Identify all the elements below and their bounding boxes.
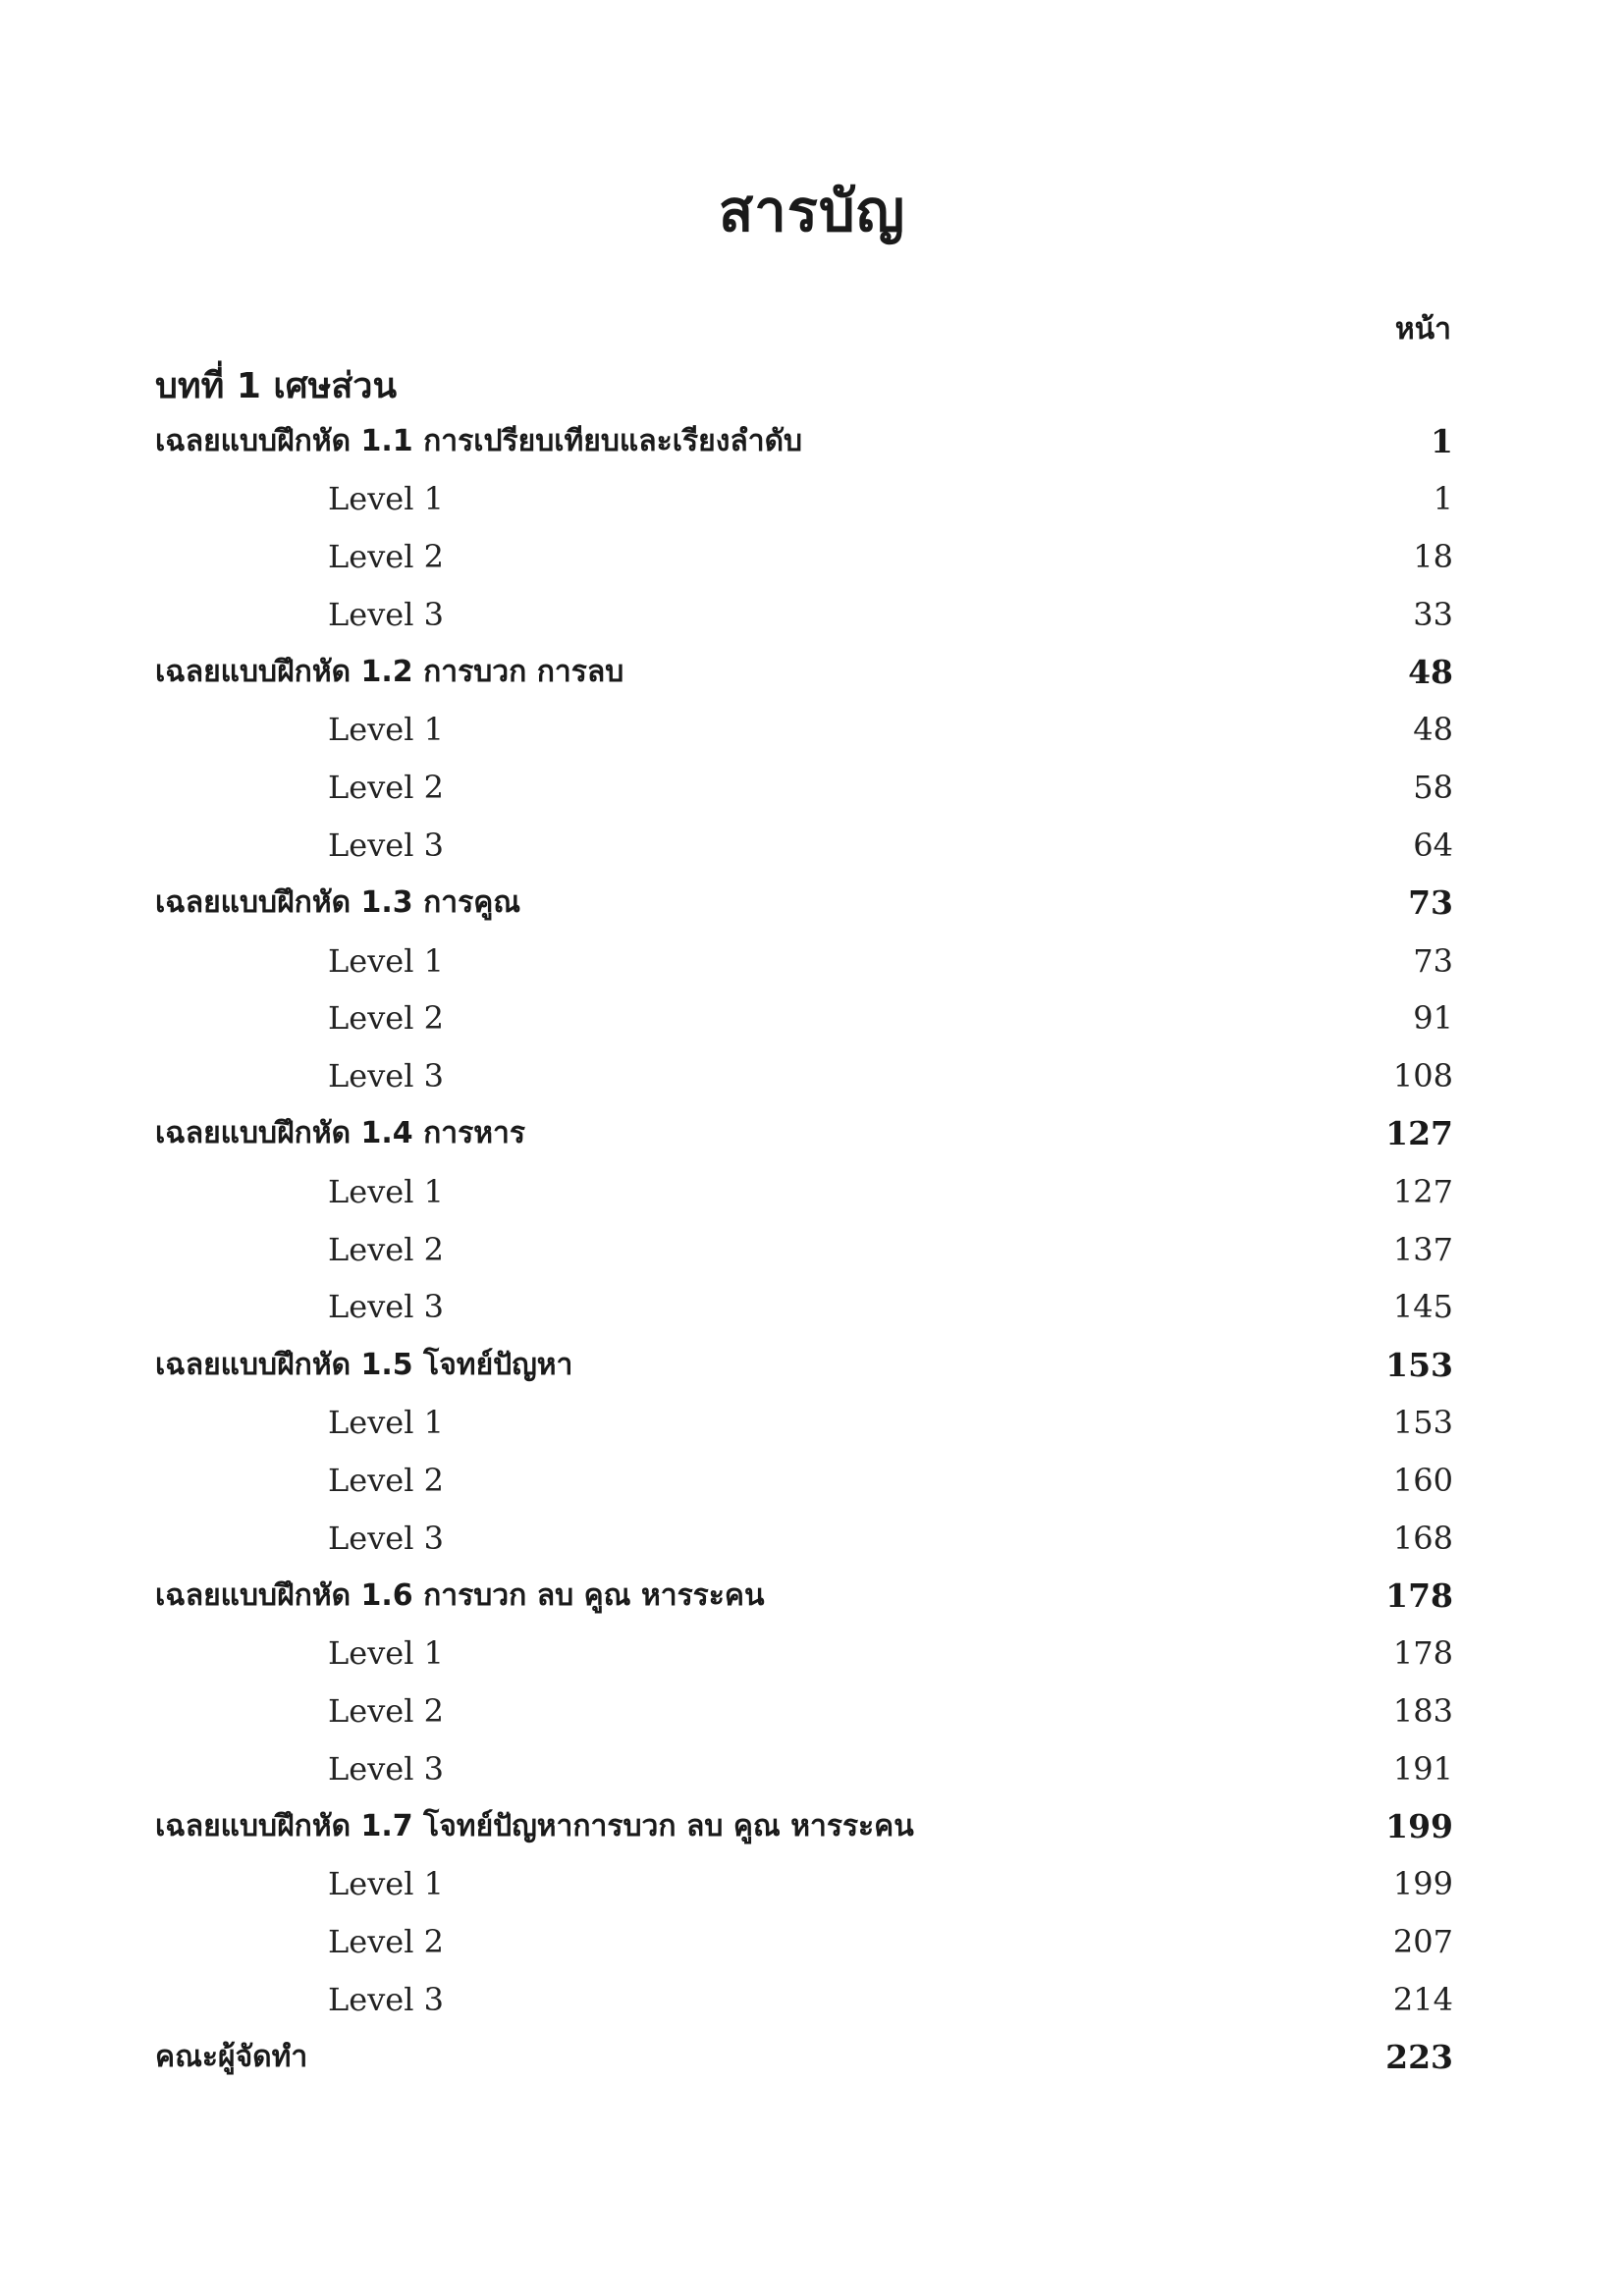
toc-level-label: Level 2 xyxy=(328,1923,444,1961)
toc-section-page: 178 xyxy=(1385,1575,1453,1615)
toc-closing-page: 223 xyxy=(1385,2038,1453,2077)
toc-section-label: เฉลยแบบฝึกหัด 1.7 โจทย์ปัญหาการบวก ลบ คูณ หารระคน xyxy=(155,1809,914,1844)
toc-level-row[interactable] xyxy=(155,470,1453,528)
toc-section-1-4[interactable] xyxy=(155,1105,1453,1163)
toc-level-row[interactable] xyxy=(155,1509,1453,1567)
toc-level-row[interactable] xyxy=(155,1739,1453,1797)
toc-level-page: 48 xyxy=(1413,711,1453,749)
toc-section-page: 48 xyxy=(1408,653,1453,692)
toc-level-label: Level 2 xyxy=(328,1691,444,1730)
toc-level-page: 91 xyxy=(1413,999,1453,1038)
toc-level-row[interactable] xyxy=(155,701,1453,759)
toc-level-page: 18 xyxy=(1413,537,1453,575)
toc-level-row[interactable] xyxy=(155,817,1453,875)
toc-level-label: Level 3 xyxy=(328,1980,444,2018)
page-column-label: หน้า xyxy=(1394,312,1451,347)
toc-section-label: เฉลยแบบฝึกหัด 1.3 การคูณ xyxy=(155,885,521,921)
toc-level-row[interactable] xyxy=(155,1625,1453,1682)
toc-level-label: Level 2 xyxy=(328,1230,444,1268)
toc-level-page: 58 xyxy=(1413,769,1453,807)
toc-section-1-2[interactable] xyxy=(155,643,1453,701)
toc-level-label: Level 3 xyxy=(328,826,444,864)
toc-level-row[interactable] xyxy=(155,1451,1453,1509)
toc-level-page: 178 xyxy=(1392,1634,1453,1673)
toc-level-row[interactable] xyxy=(155,1394,1453,1452)
toc-level-label: Level 3 xyxy=(328,1288,444,1326)
toc-level-label: Level 1 xyxy=(328,480,444,518)
toc-level-page: 64 xyxy=(1413,826,1453,864)
toc-level-label: Level 2 xyxy=(328,1461,444,1499)
toc-level-label: Level 3 xyxy=(328,595,444,633)
toc-level-label: Level 1 xyxy=(328,1865,444,1903)
table-of-contents xyxy=(155,412,1453,2086)
toc-section-page: 73 xyxy=(1408,883,1453,923)
toc-level-page: 108 xyxy=(1392,1057,1453,1095)
toc-section-label: เฉลยแบบฝึกหัด 1.2 การบวก การลบ xyxy=(155,655,624,690)
toc-level-page: 127 xyxy=(1392,1172,1453,1210)
toc-level-row[interactable] xyxy=(155,1162,1453,1220)
toc-closing-label: คณะผู้จัดทำ xyxy=(155,2040,308,2075)
toc-level-page: 168 xyxy=(1392,1519,1453,1557)
toc-level-page: 1 xyxy=(1433,480,1453,518)
toc-level-row[interactable] xyxy=(155,1971,1453,2029)
toc-level-row[interactable] xyxy=(155,585,1453,643)
toc-section-page: 1 xyxy=(1431,421,1453,460)
toc-section-1-6[interactable] xyxy=(155,1567,1453,1625)
toc-level-label: Level 1 xyxy=(328,1634,444,1673)
toc-level-page: 191 xyxy=(1392,1749,1453,1788)
toc-closing-entry[interactable] xyxy=(155,2028,1453,2086)
toc-level-row[interactable] xyxy=(155,1278,1453,1336)
toc-level-label: Level 3 xyxy=(328,1749,444,1788)
toc-level-label: Level 2 xyxy=(328,769,444,807)
toc-section-page: 127 xyxy=(1385,1114,1453,1153)
toc-level-label: Level 1 xyxy=(328,1403,444,1441)
toc-level-page: 207 xyxy=(1392,1923,1453,1961)
toc-level-row[interactable] xyxy=(155,932,1453,989)
toc-section-page: 153 xyxy=(1385,1345,1453,1384)
toc-level-row[interactable] xyxy=(155,528,1453,586)
toc-section-1-1[interactable] xyxy=(155,412,1453,470)
toc-section-label: เฉลยแบบฝึกหัด 1.4 การหาร xyxy=(155,1116,525,1151)
toc-level-row[interactable] xyxy=(155,989,1453,1047)
toc-level-row[interactable] xyxy=(155,1855,1453,1913)
toc-level-page: 160 xyxy=(1392,1461,1453,1499)
toc-level-label: Level 1 xyxy=(328,1172,444,1210)
toc-level-page: 33 xyxy=(1413,595,1453,633)
toc-section-1-3[interactable] xyxy=(155,874,1453,932)
toc-level-page: 183 xyxy=(1392,1691,1453,1730)
toc-level-page: 73 xyxy=(1413,941,1453,980)
chapter-heading: บทที่ 1 เศษส่วน xyxy=(155,366,398,406)
toc-section-label: เฉลยแบบฝึกหัด 1.1 การเปรียบเทียบและเรียงลำดับ xyxy=(155,423,803,458)
toc-level-page: 145 xyxy=(1392,1288,1453,1326)
toc-level-row[interactable] xyxy=(155,1682,1453,1740)
page-title: สารบัญ xyxy=(718,178,906,244)
toc-section-1-5[interactable] xyxy=(155,1336,1453,1394)
toc-section-page: 199 xyxy=(1385,1807,1453,1846)
toc-level-row[interactable] xyxy=(155,1047,1453,1105)
toc-level-label: Level 3 xyxy=(328,1519,444,1557)
toc-section-label: เฉลยแบบฝึกหัด 1.6 การบวก ลบ คูณ หารระคน xyxy=(155,1577,765,1613)
toc-level-label: Level 1 xyxy=(328,941,444,980)
toc-level-label: Level 2 xyxy=(328,999,444,1038)
toc-level-page: 137 xyxy=(1392,1230,1453,1268)
toc-section-label: เฉลยแบบฝึกหัด 1.5 โจทย์ปัญหา xyxy=(155,1347,573,1382)
toc-level-row[interactable] xyxy=(155,1220,1453,1278)
toc-level-row[interactable] xyxy=(155,759,1453,817)
toc-level-label: Level 3 xyxy=(328,1057,444,1095)
toc-level-page: 214 xyxy=(1392,1980,1453,2018)
toc-level-row[interactable] xyxy=(155,1913,1453,1971)
toc-level-label: Level 2 xyxy=(328,537,444,575)
toc-level-page: 199 xyxy=(1392,1865,1453,1903)
toc-level-label: Level 1 xyxy=(328,711,444,749)
toc-level-page: 153 xyxy=(1392,1403,1453,1441)
toc-section-1-7[interactable] xyxy=(155,1797,1453,1855)
